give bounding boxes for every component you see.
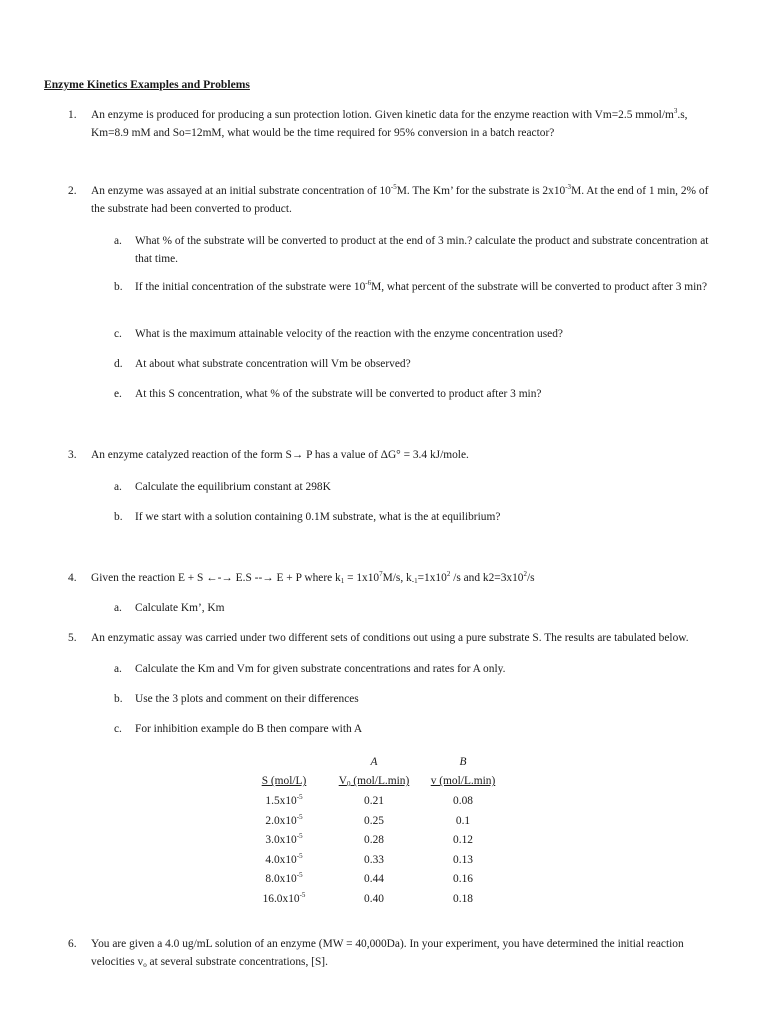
q2a-letter: a. xyxy=(114,235,122,247)
q2d-letter: d. xyxy=(114,358,123,370)
table-header-row xyxy=(243,772,503,792)
kinetics-table xyxy=(243,752,503,909)
q5a-letter: a. xyxy=(114,663,122,675)
cell-a: 0.33 xyxy=(364,853,384,866)
q3b-letter: b. xyxy=(114,511,123,523)
cell-s: $1.5x10^{-5}$ xyxy=(265,792,303,807)
q2-number: 2. xyxy=(68,185,77,197)
document-title: Enzyme Kinetics Examples and Problems xyxy=(44,78,250,91)
header-v: v (mol/L.min) xyxy=(430,775,496,788)
q2e-letter: e. xyxy=(114,388,122,400)
q4-text: Given the reaction E + S ←-→ E.S --→ E + P where $k_1 = 1x10^7M/s$, $k_{-1}=1x10^2$ /s and $k2=3x10^2/s$ xyxy=(91,570,535,585)
cell-b: 0.08 xyxy=(453,794,473,807)
table-row xyxy=(243,830,503,850)
table-group-row xyxy=(243,752,503,772)
cell-s: $2.0x10^{-5}$ xyxy=(265,812,303,827)
table-row xyxy=(243,850,503,870)
q5a-text: Calculate the Km and Vm for given substrate concentrations and rates for A only. xyxy=(135,663,506,675)
cell-b: 0.1 xyxy=(455,814,471,827)
q4-number: 4. xyxy=(68,572,77,584)
cell-b: 0.18 xyxy=(453,892,473,905)
q3a-letter: a. xyxy=(114,481,122,493)
q3-text: An enzyme catalyzed reaction of the form S→ P has a value of ΔG° = 3.4 kJ/mole. xyxy=(91,449,469,461)
cell-s: $4.0x10^{-5}$ xyxy=(265,851,303,866)
q2-text: An enzyme was assayed at an initial substrate concentration of $10^{-5}M$. The Km’ for the substrate is $2x10^{-3}M$. At the end of 1 min, 2% of the substrate had been converted to product. xyxy=(91,183,709,215)
cell-s: $8.0x10^{-5}$ xyxy=(265,871,303,886)
q4a-letter: a. xyxy=(114,602,122,614)
cell-a: 0.44 xyxy=(364,873,384,886)
q5c-text: For inhibition example do B then compare with A xyxy=(135,723,363,735)
cell-b: 0.13 xyxy=(453,853,473,866)
q6-number: 6. xyxy=(68,938,77,950)
cell-a: 0.28 xyxy=(364,834,384,847)
q2c-text: What is the maximum attainable velocity of the reaction with the enzyme concentration used? xyxy=(135,328,563,340)
q3-number: 3. xyxy=(68,449,77,461)
q1-text: An enzyme is produced for producing a sun protection lotion. Given kinetic data for the enzyme reaction with Vm=2.5 mmol/$m^3.s$, Km=8.9 mM and So=12mM, what would be the time required for 95% conversion in a batch reactor? xyxy=(91,107,688,139)
q5b-text: Use the 3 plots and comment on their differences xyxy=(135,693,359,705)
table-row xyxy=(243,889,503,909)
q5-text: An enzymatic assay was carried under two different sets of conditions out using a pure substrate S. The results are tabulated below. xyxy=(91,632,689,644)
q3a-text: Calculate the equilibrium constant at 298K xyxy=(135,481,331,493)
q6-text: You are given a 4.0 ug/mL solution of an enzyme (MW = 40,000Da). In your experiment, you have determined the initial reaction velocities $v_o$ at several substrate concentrations, [S]. xyxy=(91,938,684,969)
cell-s: $3.0x10^{-5}$ xyxy=(265,832,303,847)
q5c-letter: c. xyxy=(114,723,122,735)
q1-number: 1. xyxy=(68,109,77,121)
arrow-icon: → xyxy=(291,449,304,461)
table-row xyxy=(243,811,503,831)
cell-a: 0.25 xyxy=(364,814,384,827)
cell-b: 0.12 xyxy=(453,834,473,847)
header-v0: $V_0$ (mol/L.min) xyxy=(338,775,410,789)
header-s: S (mol/L) xyxy=(261,775,307,788)
table-row xyxy=(243,791,503,811)
cell-a: 0.21 xyxy=(364,794,384,807)
double-arrow-icon: ←-→ xyxy=(206,572,233,584)
q5-number: 5. xyxy=(68,632,77,644)
group-b-label: B xyxy=(459,755,467,768)
table-row xyxy=(243,870,503,890)
cell-b: 0.16 xyxy=(453,873,473,886)
q2a-text: What % of the substrate will be converted to product at the end of 3 min.? calculate the product and substrate concentration at that time. xyxy=(135,235,709,265)
q2b-letter: b. xyxy=(114,281,123,293)
q2b-text: If the initial concentration of the substrate were $10^{-6}M$, what percent of the substrate will be converted to product after 3 min? xyxy=(135,279,708,293)
q5b-letter: b. xyxy=(114,693,123,705)
q2d-text: At about what substrate concentration will Vm be observed? xyxy=(135,358,411,370)
cell-a: 0.40 xyxy=(364,892,384,905)
group-a-label: A xyxy=(370,755,378,768)
arrow-icon: → xyxy=(262,572,274,584)
q2e-text: At this S concentration, what % of the substrate will be converted to product after 3 min? xyxy=(135,388,542,400)
q4a-text: Calculate Km’, Km xyxy=(135,602,225,614)
q2c-letter: c. xyxy=(114,328,122,340)
cell-s: $16.0x10^{-5}$ xyxy=(262,890,306,905)
q3b-text: If we start with a solution containing 0.1M substrate, what is the at equilibrium? xyxy=(135,511,501,523)
